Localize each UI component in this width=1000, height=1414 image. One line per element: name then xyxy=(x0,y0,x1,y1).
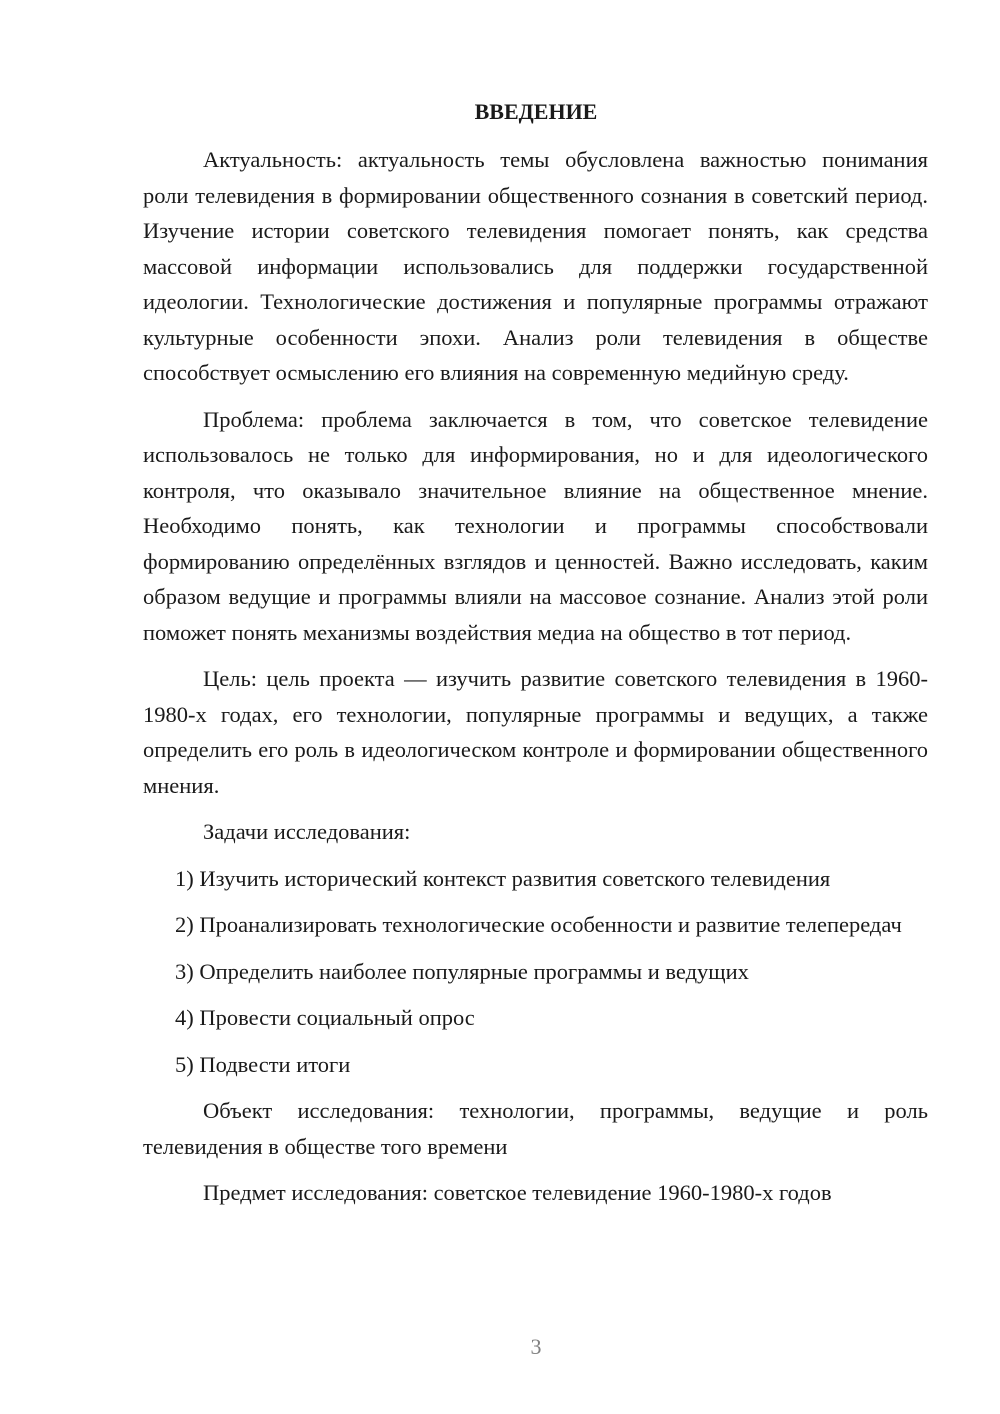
task-item-5: 5) Подвести итоги xyxy=(175,1051,351,1077)
page-body xyxy=(143,142,928,1222)
task-item-1: 1) Изучить исторический контекст развития советского телевидения xyxy=(175,865,831,891)
task-item-3: 3) Определить наиболее популярные программы и ведущих xyxy=(175,958,749,984)
goal-paragraph: Цель: цель проекта — изучить развитие советского телевидения в 1960-1980-х годах, его технологии, популярные программы и ведущих, а также определить его роль в идеологическом контроле и формировании общественного мнения. xyxy=(143,666,928,798)
section-title: ВВЕДЕНИЕ xyxy=(474,99,598,124)
task-item-4: 4) Провести социальный опрос xyxy=(175,1005,475,1030)
problem-paragraph: Проблема: проблема заключается в том, что советское телевидение использовалось не только для информирования, но и для идеологического контроля, что оказывало значительное влияние на общественное мнение. Необходимо понять, как технологии и программы способствовали формированию определённых взглядов и ценностей. Важно исследовать, каким образом ведущие и программы влияли на массовое сознание. Анализ этой роли поможет понять механизмы воздействия медиа на общество в тот период. xyxy=(143,406,928,645)
object-paragraph: Объект исследования: технологии, программы, ведущие и роль телевидения в обществе того времени xyxy=(143,1098,928,1159)
relevance-paragraph: Актуальность: актуальность темы обусловлена важностью понимания роли телевидения в формировании общественного сознания в советский период. Изучение истории советского телевидения помогает понять, как средства массовой информации использовались для поддержки государственной идеологии. Технологические достижения и популярные программы отражают культурные особенности эпохи. Анализ роли телевидения в обществе способствует осмыслению его влияния на современную медийную среду. xyxy=(143,147,928,385)
task-item-2: 2) Проанализировать технологические особенности и развитие телепередач xyxy=(175,912,902,937)
subject-paragraph: Предмет исследования: советское телевидение 1960-1980-х годов xyxy=(203,1180,832,1205)
tasks-heading: Задачи исследования: xyxy=(203,819,411,844)
page-number: 3 xyxy=(530,1334,542,1359)
